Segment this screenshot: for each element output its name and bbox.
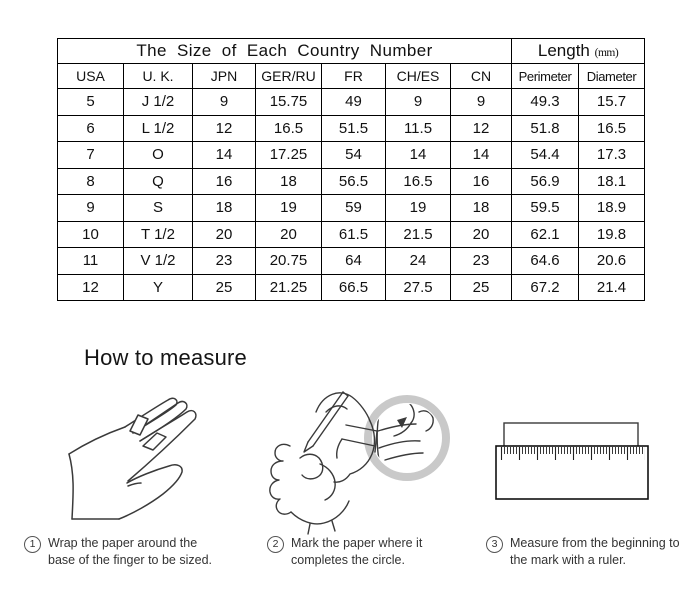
column-header-ch-es: CH/ES (386, 64, 451, 89)
table-cell: O (124, 142, 193, 169)
table-cell: 10 (58, 221, 124, 248)
table-cell: T 1/2 (124, 221, 193, 248)
length-unit-label: (mm) (594, 47, 619, 59)
table-row (58, 221, 645, 248)
hand-with-paper-strip-icon (26, 390, 240, 532)
table-cell: 67.2 (512, 274, 579, 301)
step-2-text (291, 535, 422, 569)
table-cell: 16 (193, 168, 256, 195)
table-cell: 16.5 (579, 115, 645, 142)
ruler-major-ticks (500, 447, 645, 461)
table-cell: 20 (451, 221, 512, 248)
table-cell: 49.3 (512, 89, 579, 116)
table-cell: L 1/2 (124, 115, 193, 142)
table-cell: 51.5 (322, 115, 386, 142)
table-row (58, 142, 645, 169)
length-header (512, 39, 645, 64)
column-header-usa: USA (58, 64, 124, 89)
table-row (58, 248, 645, 275)
table-cell: 20 (193, 221, 256, 248)
table-cell: 19 (386, 195, 451, 222)
table-cell: 64.6 (512, 248, 579, 275)
table-cell: 12 (193, 115, 256, 142)
table-cell: 12 (451, 115, 512, 142)
table-cell: Y (124, 274, 193, 301)
table-cell: 14 (193, 142, 256, 169)
table-cell: 9 (193, 89, 256, 116)
table-cell: 20 (256, 221, 322, 248)
table-cell: 62.1 (512, 221, 579, 248)
table-cell: 16.5 (256, 115, 322, 142)
table-cell: 18.1 (579, 168, 645, 195)
table-cell: 59.5 (512, 195, 579, 222)
table-cell: J 1/2 (124, 89, 193, 116)
table-cell: 18 (451, 195, 512, 222)
table-cell: 7 (58, 142, 124, 169)
table-cell: 9 (451, 89, 512, 116)
table-row (58, 274, 645, 301)
paper-strip (504, 423, 638, 447)
table-cell: 59 (322, 195, 386, 222)
step-3-number-badge: 3 (486, 536, 503, 553)
table-columns-row (58, 64, 645, 89)
table-row (58, 195, 645, 222)
table-cell: 54 (322, 142, 386, 169)
table-cell: 49 (322, 89, 386, 116)
table-cell: 56.9 (512, 168, 579, 195)
table-cell: 25 (193, 274, 256, 301)
table-cell: 6 (58, 115, 124, 142)
table-row (58, 115, 645, 142)
table-cell: S (124, 195, 193, 222)
column-header-cn: CN (451, 64, 512, 89)
table-cell: 51.8 (512, 115, 579, 142)
table-cell: 8 (58, 168, 124, 195)
length-label: Length (537, 41, 590, 60)
table-cell: V 1/2 (124, 248, 193, 275)
table-cell: 23 (193, 248, 256, 275)
table-title-row (58, 39, 645, 64)
step-1-number-badge: 1 (24, 536, 41, 553)
table-cell: 5 (58, 89, 124, 116)
column-header-fr: FR (322, 64, 386, 89)
step-3-text (510, 535, 680, 569)
table-cell: 21.4 (579, 274, 645, 301)
table-cell: 54.4 (512, 142, 579, 169)
table-body (58, 89, 645, 301)
table-cell: 14 (386, 142, 451, 169)
table-cell: 27.5 (386, 274, 451, 301)
step-2-caption (267, 535, 467, 569)
step-1-line2: base of the finger to be sized. (48, 553, 212, 567)
step-2-number-badge: 2 (267, 536, 284, 553)
table-cell: 66.5 (322, 274, 386, 301)
table-cell: 21.5 (386, 221, 451, 248)
table-cell: 17.3 (579, 142, 645, 169)
table-row (58, 168, 645, 195)
magnifier-ring (368, 399, 446, 477)
table-cell: 20.75 (256, 248, 322, 275)
table-cell: 18 (256, 168, 322, 195)
table-cell: 16 (451, 168, 512, 195)
table-cell: 12 (58, 274, 124, 301)
table-cell: 18.9 (579, 195, 645, 222)
table-cell: 15.7 (579, 89, 645, 116)
step-2-line2: completes the circle. (291, 553, 405, 567)
table-title: The Size of Each Country Number (58, 39, 512, 64)
ring-size-table (57, 38, 645, 301)
table-cell: Q (124, 168, 193, 195)
table-cell: 20.6 (579, 248, 645, 275)
table-cell: 24 (386, 248, 451, 275)
step-1-caption (24, 535, 256, 569)
column-header-uk: U. K. (124, 64, 193, 89)
column-header-diameter: Diameter (579, 64, 645, 89)
table-cell: 14 (451, 142, 512, 169)
table-cell: 15.75 (256, 89, 322, 116)
table-cell: 11.5 (386, 115, 451, 142)
table-cell: 17.25 (256, 142, 322, 169)
table-cell: 23 (451, 248, 512, 275)
table-row (58, 89, 645, 116)
step-2-line1: Mark the paper where it (291, 536, 423, 550)
table-cell: 25 (451, 274, 512, 301)
table-cell: 61.5 (322, 221, 386, 248)
table-cell: 16.5 (386, 168, 451, 195)
table-cell: 19.8 (579, 221, 645, 248)
ruler-icon (488, 414, 656, 506)
table-cell: 9 (386, 89, 451, 116)
table-cell: 19 (256, 195, 322, 222)
step-3-line2: the mark with a ruler. (510, 553, 627, 567)
step-1-line1: Wrap the paper around the (48, 536, 198, 550)
table-cell: 56.5 (322, 168, 386, 195)
table-cell: 11 (58, 248, 124, 275)
step-1-text (48, 535, 212, 569)
column-header-ger-ru: GER/RU (256, 64, 322, 89)
hand-marking-with-pen-icon (248, 368, 470, 538)
step-3-line1: Measure from the beginning to (510, 536, 680, 550)
step-3-caption (486, 535, 698, 569)
table-cell: 64 (322, 248, 386, 275)
column-header-perimeter: Perimeter (512, 64, 579, 89)
table-cell: 21.25 (256, 274, 322, 301)
how-to-measure-title: How to measure (84, 345, 247, 370)
column-header-jpn: JPN (193, 64, 256, 89)
table-cell: 18 (193, 195, 256, 222)
table-cell: 9 (58, 195, 124, 222)
